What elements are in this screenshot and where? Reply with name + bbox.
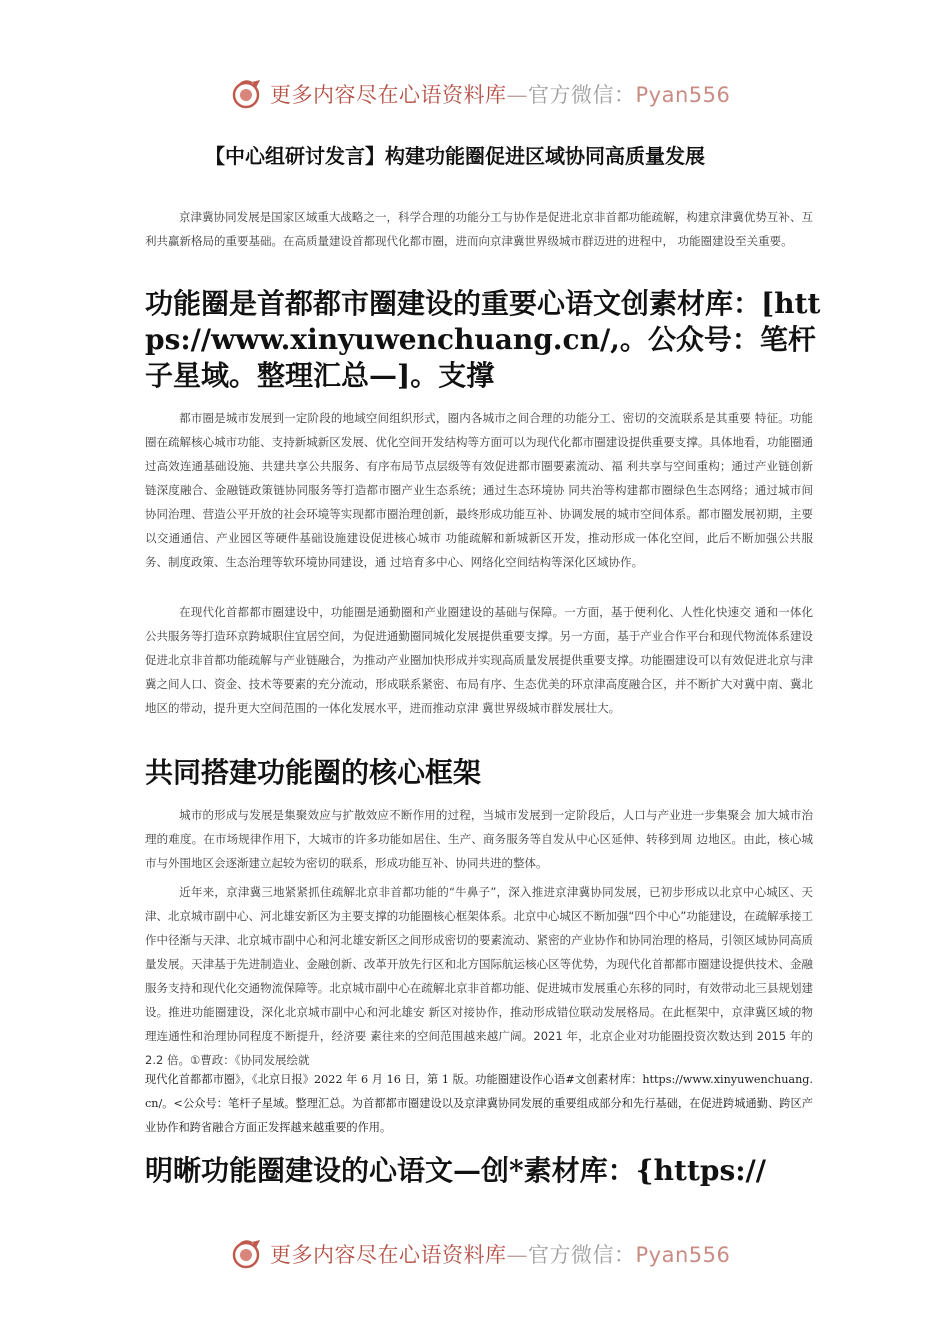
banner-wechat-label: 官方微信： xyxy=(528,1243,636,1267)
paragraph-2-text: 在现代化首都都市圈建设中，功能圈是通勤圈和产业圈建设的基础与保障。一方面，基于便利化、人性化快速交 通和一体化公共服务等打造环京跨城职住宜居空间，为促进通勤圈同城化发展提供重要支撑。另一方面，基于产业合作平台和现代物流体系建设促进北京非首都功能疏解与产业链融合，为推动产业圈加快形成并实现高质量发展提供重要支撑。功能圈建设可以有效促进北京与津冀之间人口、资金、技术等要素的充分流动，形成联系紧密、布局有序、生态优美的环京津高度融合区，并不断扩大对冀中南、冀北地区的带动，提升更大空间范围的一体化发展水平，进而推动京津 冀世界级城市群发展壮大。 xyxy=(145,605,813,715)
banner-wechat-id: Pyan556 xyxy=(635,83,731,107)
header-banner xyxy=(0,74,950,114)
paragraph-4-text: 近年来，京津冀三地紧紧抓住疏解北京非首都功能的“牛鼻子”，深入推进京津冀协同发展，已初步形成以北京中心城区、天津、北京城市副中心、河北雄安新区为主要支撑的功能圈核心框架体系。北京中心城区不断加强“四个中心”功能建设，在疏解承接工作中径渐与天津、北京城市副中心和河北雄安新区之间形成密切的要素流动、紧密的产业协作和协同治理的格局，引领区域协同高质量发展。天津基于先进制造业、金融创新、改革开放先行区和北方国际航运核心区等优势，为现代化首都都市圈建设提供技术、金融服务支持和现代化交通物流保障等。北京城市副中心在疏解北京非首都功能、促进城市发展重心东移的同时，有效带动北三县规划建设。推进功能圈建设，深化北京城市副中心和河北雄安 新区对接协作，推动形成错位联动发展格局。在此框架中，京津冀区域的物理连通性和治理协同程度不断提升，经济要 素往来的空间范围越来越广阔。2021 年，北京企业对功能圈投资次数达到 2015 年的 2.2 倍。①曹政：《协同发展绘就 xyxy=(145,885,813,1067)
banner-main-text: 更多内容尽在心语资料库 xyxy=(270,83,507,107)
banner-text xyxy=(270,79,730,109)
footer-banner xyxy=(0,1234,950,1274)
paragraph-5: 现代化首都都市圈》，《北京日报》2022 年 6 月 16 日，第 1 版。功能圈建设作心语#文创素材库：https://www.xinyuwenchuang.cn/。<公众号：笔杆子星域。整理汇总。为首都都市圈建设以及京津冀协同发展的重要组成部分和先行基础，在促进跨城通勤、跨区产业协作和跨省融合方面正发挥越来越重要的作用。 xyxy=(145,1073,813,1134)
banner-wechat-label: 官方微信： xyxy=(528,83,636,107)
banner-main-text: 更多内容尽在心语资料库 xyxy=(270,1243,507,1267)
paragraph-1-text: 都市圈是城市发展到一定阶段的地域空间组织形式，圈内各城市之间合理的功能分工、密切的交流联系是其重要 特征。功能圈在疏解核心城市功能、支持新城新区发展、优化空间开发结构等方面可以为现代化都市圈建设提供重要支撑。具体地看，功能圈通过高效连通基础设施、共建共享公共服务、有序布局节点层级等有效促进都市圈要素流动、福 利共享与空间重构；通过产业链创新链深度融合、金融链政策链协同服务等打造都市圈产业生态系统；通过生态环境协 同共治等构建都市圈绿色生态网络；通过城市间协同治理、营造公平开放的社会环境等实现都市圈治理创新，最终形成功能互补、协调发展的城市空间体系。都市圈发展初期，主要以交通通信、产业园区等硬件基础设施建设促进核心城市 功能疏解和新城新区开发，推动形成一体化空间，此后不断加强公共服务、制度政策、生态治理等软环境协同建设，通 过培育多中心、网络化空间结构等深化区域协作。 xyxy=(145,411,813,569)
intro-paragraph xyxy=(145,205,813,253)
page-title: 【中心组研讨发言】构建功能圈促进区域协同高质量发展 xyxy=(205,144,705,168)
section-heading-1: 功能圈是首都都市圈建设的重要心语文创素材库：[https://www.xinyuwenchuang.cn/,。公众号：笔杆子星域。整理汇总—]。支撑 xyxy=(145,287,821,392)
intro-text: 京津冀协同发展是国家区域重大战略之一，科学合理的功能分工与协作是促进北京非首都功能疏解，构建京津冀优势互补、互利共赢新格局的重要基础。在高质量建设首都现代化都市圈，进而向京津冀世界级城市群迈进的进程中， 功能圈建设至关重要。 xyxy=(145,210,813,248)
section-heading-2: 共同搭建功能圈的核心框架 xyxy=(145,756,482,789)
paragraph-2 xyxy=(145,600,813,720)
banner-text xyxy=(270,1239,730,1269)
banner-dash: — xyxy=(506,1243,528,1267)
paragraph-4 xyxy=(145,880,813,1072)
logo-icon xyxy=(232,78,264,110)
banner-dash: — xyxy=(506,83,528,107)
section-heading-3: 明晰功能圈建设的心语文—创*素材库：{https:// xyxy=(145,1154,767,1187)
paragraph-3-text: 城市的形成与发展是集聚效应与扩散效应不断作用的过程，当城市发展到一定阶段后，人口与产业进一步集聚会 加大城市治理的难度。在市场规律作用下，大城市的许多功能如居住、生产、商务服务等自发从中心区延伸、转移到周 边地区。由此，核心城市与外围地区会逐渐建立起较为密切的联系，形成功能互补、协同共进的整体。 xyxy=(145,808,813,870)
logo-icon xyxy=(232,1238,264,1270)
paragraph-1 xyxy=(145,406,813,574)
paragraph-3 xyxy=(145,803,813,875)
banner-wechat-id: Pyan556 xyxy=(635,1243,731,1267)
